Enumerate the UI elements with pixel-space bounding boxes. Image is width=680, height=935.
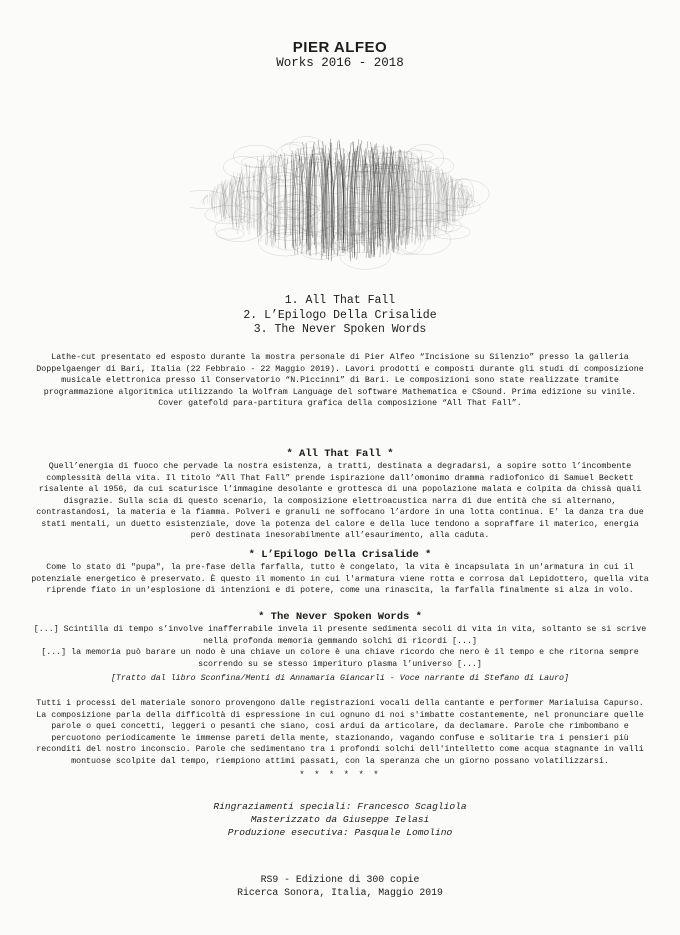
track-item: 1. All That Fall — [284, 294, 396, 307]
artwork-stroke — [202, 196, 208, 205]
artwork-loop — [267, 178, 287, 204]
colophon-line: Ricerca Sonora, Italia, Maggio 2019 — [237, 886, 443, 898]
artwork-loop — [432, 225, 471, 239]
artwork-loop — [236, 191, 269, 216]
credits — [0, 801, 680, 839]
scribble-artwork — [190, 115, 490, 285]
release-subtitle: Works 2016 - 2018 — [276, 56, 404, 70]
artwork-loop — [269, 233, 314, 241]
artwork-loop — [396, 226, 450, 255]
colophon-line: RS9 - Edizione di 300 copie — [260, 874, 420, 885]
artwork-stroke — [209, 194, 210, 205]
credit-line: Produzione esecutiva: Pasquale Lomolino — [227, 826, 453, 838]
artwork-loop — [248, 180, 265, 200]
credit-line: Masterizzato da Giuseppe Ielasi — [250, 813, 430, 825]
quote-source: [Tratto dal libro Sconfina/Menti di Annamaria Giancarli - Voce narrante di Stefano di Lauro] — [110, 674, 570, 683]
section-body: Tutti i processi del materiale sonoro provengono dalle registrazioni vocali della cantante e performer Marialuisa Capurso. La composizione parla della difficoltà di espressione in cui ognuno di noi s'imbatte costantemente, nel pronunciare quelle parole o quei concetti, leggeri o pesanti che siano, così ardui da articolare, da declamare. Parole che rimbombano e percuotono periodicamente le immense pareti della mente, stazionando, vagando confuse e solitarie tra i pensieri più reconditi del nostro inconscio. Parole che sedimentano tra i profondi solchi dell'intelletto come acqua stagnante in valli montuose scolpite dal tempo, riempiono attimi passati, con la speranza che un giorno possano volatilizzarsi. — [36, 699, 644, 766]
section-body: Come lo stato di "pupa", la pre-fase della farfalla, tutto è congelato, la vita è incapsulata in un'armatura in cui il potenziale energetico è preservato. È questo il momento in cui l'armatura viene rotta e corrosa dal Lepidottero, quella vita riprende fiato in un'esplosione di intenzioni e di potere, come una rinascita, la farfalla finalmente si alza in volo. — [31, 563, 649, 595]
artwork-stroke — [437, 167, 438, 225]
artwork-loop — [340, 242, 391, 269]
quote-line: [...] Scintilla di tempo s’involve inafferrabile invela il presente sedimenta secoli di vita in vita, soltanto se si scrive nella profonda memoria gemmando solchi di ricordi [...] — [33, 625, 647, 646]
tracklist — [0, 294, 680, 338]
artwork-loop — [295, 148, 326, 155]
artist-name: PIER ALFEO — [292, 39, 388, 56]
section-heading: * The Never Spoken Words * — [258, 611, 422, 623]
artwork-stroke — [204, 195, 208, 204]
intro-paragraph: Lathe-cut presentato ed esposto durante la mostra personale di Pier Alfeo “Incisione su Silenzio” presso la galleria Doppelgaenger di Bari, Italia (22 Febbraio - 22 Maggio 2019). Lavori prodotti e composti durante gli studi di composizione musicale elettronica presso il Conservatorio “N.Piccinni” di Bari. Le composizioni sono state realizzate tramite programmazione algoritmica utilizzando la Wolfram Language del software Mathematica e CSound. Prima edizione su vinile. Cover gatefold para-partitura grafica della composizione “All That Fall”. — [36, 353, 644, 408]
artwork-loop — [262, 210, 315, 235]
track-item: 2. L’Epilogo Della Crisalide — [243, 308, 437, 322]
poem-quote — [30, 624, 650, 670]
credit-line: Ringraziamenti speciali: Francesco Scagliola — [213, 801, 467, 812]
artwork-stroke — [290, 160, 292, 235]
track-item: 3. The Never Spoken Words — [253, 323, 427, 336]
section-body: Quell’energia di fuoco che pervade la nostra esistenza, a tratti, destinata a degradarsi, a sopire sotto l’incombente complessità della vita. Il titolo “All That Fall” prende ispirazione dall’omonimo dramma radiofonico di Samuel Beckett risalente al 1956, da cui scaturisce l’immagine desolante e grottesca di una popolazione malata e colpita da chissà quali disgrazie. Sulla scia di questo scenario, la composizione elettroacustica narra di due entità che si alternano, contrastandosi, la materia e la fiamma. Polveri e granuli ne soffocano l’ardore in una lotta continua. E’ la danza tra due stati mentali, un duetto esistenziale, dove la potenza del calore e della luce tendono a sopraffare il materico, energia però destinata inesorabilmente all’esaurimento, alla caduta. — [36, 462, 644, 540]
quote-line: [...] la memoria può barare un nodo è una chiave un colore è una chiave ricordo che nero è il tempo e che ritorna sempre scorrendo su se stesso imperituro plasma l’universo [...] — [41, 648, 639, 669]
artwork-loop — [216, 229, 244, 239]
colophon — [0, 874, 680, 900]
section-heading: * All That Fall * — [286, 448, 394, 460]
section-heading: * L’Epilogo Della Crisalide * — [248, 549, 432, 561]
separator: * * * * * * — [299, 770, 381, 780]
artwork-stroke — [302, 156, 303, 253]
